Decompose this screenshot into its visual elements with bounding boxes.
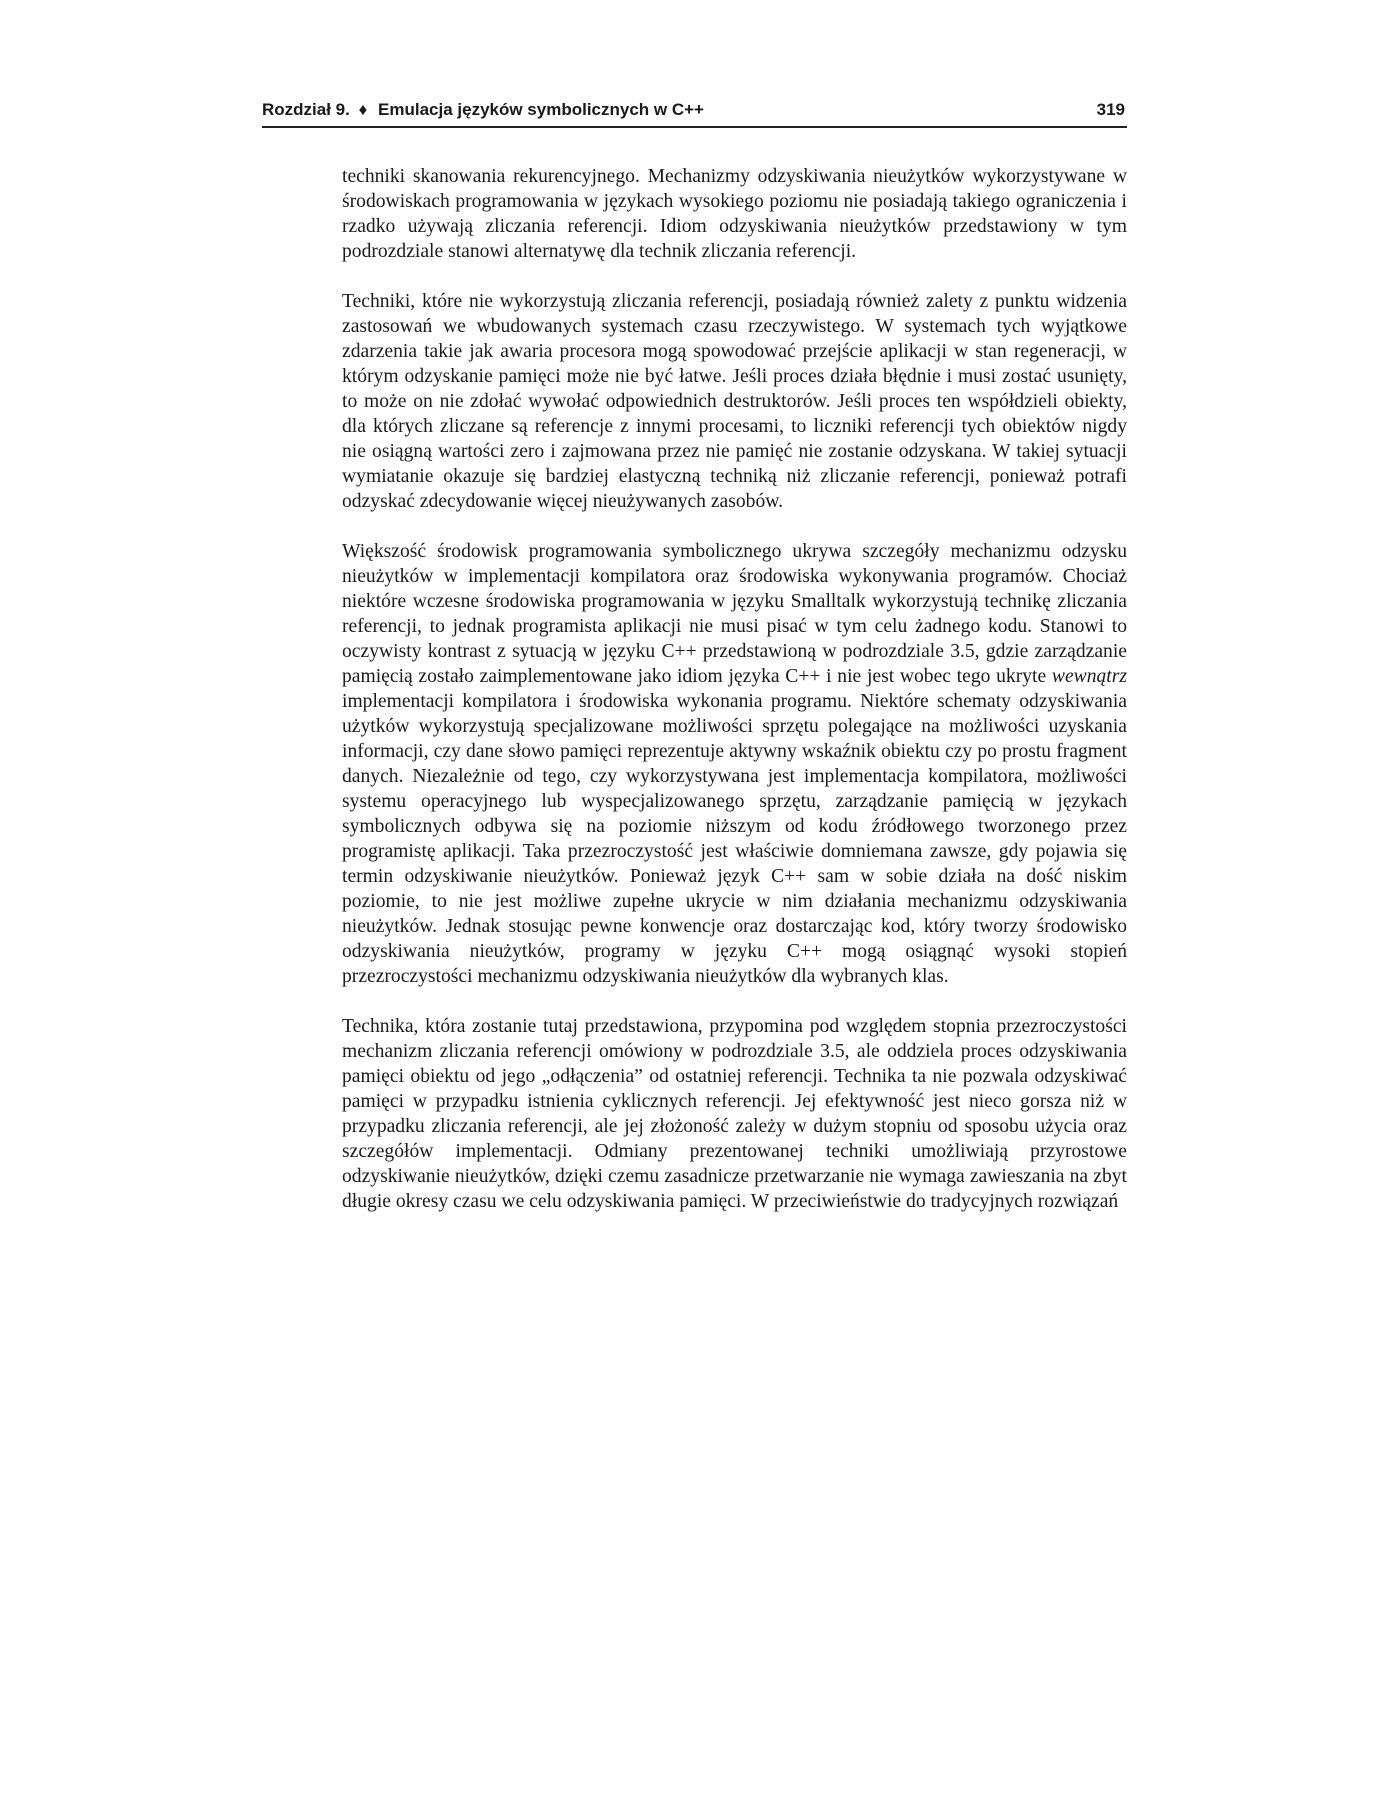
body-text — [342, 164, 1127, 1239]
paragraph-3-part-1: Większość środowisk programowania symbolicznego ukrywa szczegóły mechanizmu odzysku nieużytków w implementacji kompilatora oraz środowiska wykonywania programów. Chociaż niektóre wczesne środowiska programowania w języku Smalltalk wykorzystują technikę zliczania referencji, to jednak programista aplikacji nie musi pisać w tym celu żadnego kodu. Stanowi to oczywisty kontrast z sytuacją w języku C++ przedstawioną w podrozdziale 3.5, gdzie zarządzanie pamięcią zostało zaimplementowane jako idiom języka C++ i nie jest wobec tego ukryte — [342, 541, 1127, 687]
running-header — [262, 98, 1127, 128]
diamond-icon: ♦ — [358, 100, 368, 119]
paragraph-4: Technika, która zostanie tutaj przedstawiona, przypomina pod względem stopnia przezroczystości mechanizm zliczania referencji omówiony w podrozdziale 3.5, ale oddziela proces odzyskiwania pamięci obiektu od jego „odłączenia” od ostatniej referencji. Technika ta nie pozwala odzyskiwać pamięci w przypadku istnienia cyklicznych referencji. Jej efektywność jest nieco gorsza niż w przypadku zliczania referencji, ale jej złożoność zależy w dużym stopniu od sposobu użycia oraz szczegółów implementacji. Odmiany prezentowanej techniki umożliwiają przyrostowe odzyskiwanie nieużytków, dzięki czemu zasadnicze przetwarzanie nie wymaga zawieszania na zbyt długie okresy czasu we celu odzyskiwania pamięci. W przeciwieństwie do tradycyjnych rozwiązań — [342, 1016, 1127, 1212]
italic-term: wewnątrz — [1051, 666, 1127, 687]
paragraph-2: Techniki, które nie wykorzystują zliczania referencji, posiadają również zalety z punktu widzenia zastosowań we wbudowanych systemach czasu rzeczywistego. W systemach tych wyjątkowe zdarzenia takie jak awaria procesora mogą spowodować przejście aplikacji w stan regeneracji, w którym odzyskanie pamięci może nie być łatwe. Jeśli proces działa błędnie i musi zostać usunięty, to może on nie zdołać wywołać odpowiednich destruktorów. Jeśli proces ten współdzieli obiekty, dla których zliczane są referencje z innymi procesami, to liczniki referencji tych obiektów nigdy nie osiągną wartości zero i zajmowana przez nie pamięć nie zostanie odzyskana. W takiej sytuacji wymiatanie okazuje się bardziej elastyczną techniką niż zliczanie referencji, ponieważ potrafi odzyskać zdecydowanie więcej nieużywanych zasobów. — [342, 291, 1127, 512]
paragraph-1: techniki skanowania rekurencyjnego. Mechanizmy odzyskiwania nieużytków wykorzystywane w środowiskach programowania w językach wysokiego poziomu nie posiadają takiego ograniczenia i rzadko używają zliczania referencji. Idiom odzyskiwania nieużytków przedstawiony w tym podrozdziale stanowi alternatywę dla technik zliczania referencji. — [342, 166, 1127, 262]
chapter-label: Rozdział 9. — [262, 100, 350, 119]
chapter-title: Emulacja języków symbolicznych w C++ — [378, 100, 704, 119]
page-number: 319 — [1096, 100, 1125, 119]
header-title-group — [262, 100, 704, 120]
paragraph-3 — [342, 539, 1127, 989]
paragraph-3-part-2: implementacji kompilatora i środowiska wykonania programu. Niektóre schematy odzyskiwania użytków wykorzystują specjalizowane możliwości sprzętu polegające na możliwości uzyskania informacji, czy dane słowo pamięci reprezentuje aktywny wskaźnik obiektu czy po prostu fragment danych. Niezależnie od tego, czy wykorzystywana jest implementacja kompilatora, możliwości systemu operacyjnego lub wyspecjalizowanego sprzętu, zarządzanie pamięcią w językach symbolicznych odbywa się na poziomie niższym od kodu źródłowego tworzonego przez programistę aplikacji. Taka przezroczystość jest właściwie domniemana zawsze, gdy pojawia się termin odzyskiwanie nieużytków. Ponieważ język C++ sam w sobie działa na dość niskim poziomie, to nie jest możliwe zupełne ukrycie w nim działania mechanizmu odzyskiwania nieużytków. Jednak stosując pewne konwencje oraz dostarczając kod, który tworzy środowisko odzyskiwania nieużytków, programy w języku C++ mogą osiągnąć wysoki stopień przezroczystości mechanizmu odzyskiwania nieużytków dla wybranych klas. — [342, 691, 1127, 987]
